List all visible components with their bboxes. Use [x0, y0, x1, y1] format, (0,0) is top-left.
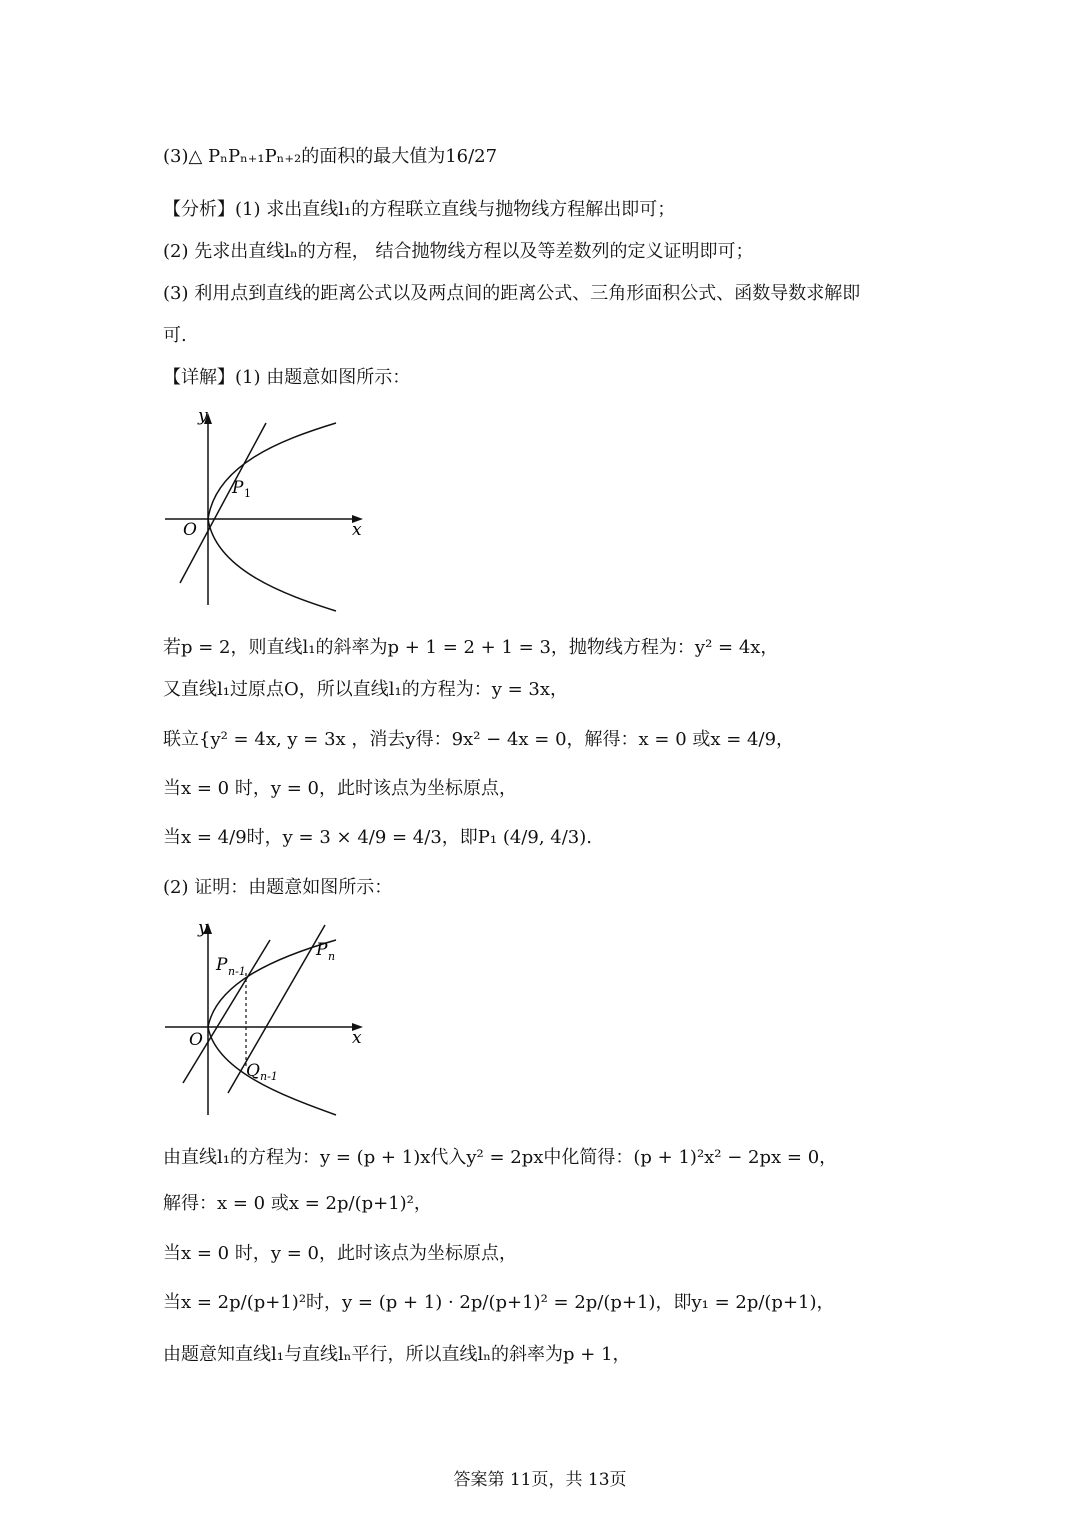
parabola-upper: [208, 423, 336, 519]
figure-2-parallel-lines: [160, 915, 380, 1125]
pn-label: P: [316, 940, 328, 960]
proof-line-1: 由直线l₁的方程为：y = (p + 1)x代入y² = 2px中化简得：(p + 1)²x² − 2px = 0，: [163, 1147, 838, 1168]
pn-subscript: n: [328, 950, 336, 963]
proof-line-5: 由题意知直线l₁与直线lₙ平行，所以直线lₙ的斜率为p + 1，: [163, 1344, 631, 1365]
detail-line-2: 又直线l₁过原点O，所以直线l₁的方程为：y = 3x，: [163, 679, 568, 700]
origin-label: O: [189, 1030, 203, 1050]
origin-label: O: [183, 520, 197, 540]
p1-label: P: [232, 478, 244, 498]
y-label: y: [198, 406, 208, 426]
x-label: x: [352, 520, 362, 540]
pn1-subscript: n-1: [228, 965, 246, 978]
analysis-3: (3) 利用点到直线的距离公式以及两点间的距离公式、三角形面积公式、函数导数求解即: [163, 283, 861, 304]
proof-line-4: 当x = 2p/(p+1)²时，y = (p + 1) · 2p/(p+1)² = 2p/(p+1)，即y₁ = 2p/(p+1)，: [163, 1292, 835, 1313]
analysis-3-cont: 可.: [163, 325, 187, 346]
proof-line-2: 解得：x = 0 或x = 2p/(p+1)²，: [163, 1193, 432, 1214]
figure-1-parabola-tangent-line: [160, 405, 380, 620]
detail-2-heading: (2) 证明：由题意如图所示：: [163, 877, 393, 898]
qn1-subscript: n-1: [260, 1070, 278, 1083]
p1-subscript: 1: [244, 487, 251, 500]
parabola-lower: [208, 519, 336, 611]
detail-1-heading: 【详解】(1) 由题意如图所示：: [163, 367, 411, 388]
x-label: x: [352, 1028, 362, 1048]
detail-line-5: 当x = 4/9时，y = 3 × 4/9 = 4/3，即P₁ (4/9, 4/3).: [163, 827, 592, 848]
qn1-label: Q: [246, 1061, 260, 1081]
pn1-label: P: [216, 955, 228, 975]
line-ln: [228, 925, 325, 1093]
page-footer: 答案第 11页，共 13页: [453, 1470, 627, 1490]
y-label: y: [198, 918, 208, 938]
analysis-2: (2) 先求出直线lₙ的方程， 结合抛物线方程以及等差数列的定义证明即可；: [163, 241, 754, 262]
line-l1: [180, 423, 266, 583]
detail-line-3: 联立{y² = 4x, y = 3x ，消去y得：9x² − 4x = 0，解得：x = 0 或x = 4/9，: [163, 729, 795, 750]
detail-line-1: 若p = 2，则直线l₁的斜率为p + 1 = 2 + 1 = 3，抛物线方程为：y² = 4x，: [163, 637, 779, 658]
part3-conclusion: (3)△ PₙPₙ₊₁Pₙ₊₂的面积的最大值为16/27: [163, 146, 498, 167]
detail-line-4: 当x = 0 时，y = 0，此时该点为坐标原点，: [163, 778, 517, 799]
proof-line-3: 当x = 0 时，y = 0，此时该点为坐标原点，: [163, 1243, 517, 1264]
analysis-1: 【分析】(1) 求出直线l₁的方程联立直线与抛物线方程解出即可；: [163, 199, 676, 220]
